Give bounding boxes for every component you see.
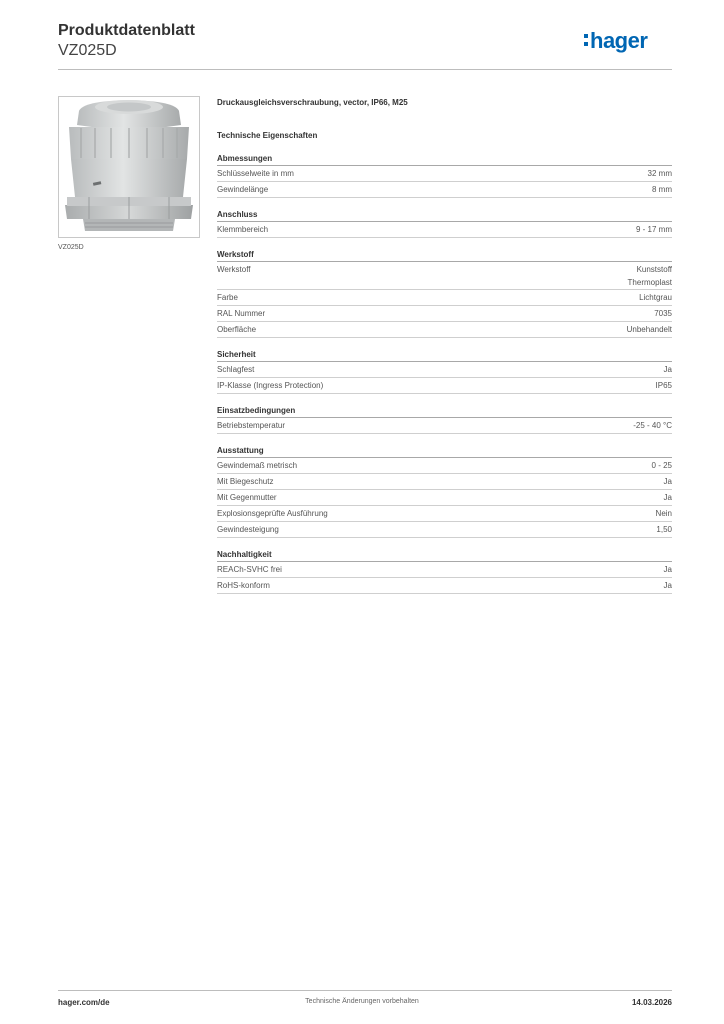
- spec-section: [217, 444, 672, 538]
- section-title: Nachhaltigkeit: [217, 548, 672, 562]
- hager-logo: [582, 24, 672, 58]
- spec-row: [217, 418, 672, 434]
- spec-row: [217, 522, 672, 538]
- spec-row: [217, 306, 672, 322]
- section-title: Einsatzbedingungen: [217, 404, 672, 418]
- section-title: Ausstattung: [217, 444, 672, 458]
- spec-value: 7035: [654, 309, 672, 318]
- spec-value: Nein: [655, 509, 672, 518]
- spec-value: 8 mm: [652, 185, 672, 194]
- spec-label: Klemmbereich: [217, 225, 269, 234]
- spec-value: -25 - 40 °C: [633, 421, 672, 430]
- footer-divider: [58, 990, 672, 991]
- spec-label: Oberfläche: [217, 325, 257, 334]
- spec-row: [217, 182, 672, 198]
- spec-value: Ja: [663, 365, 672, 374]
- spec-label: Gewindelänge: [217, 185, 269, 194]
- footer-notice: Technische Änderungen vorbehalten: [305, 998, 419, 1005]
- spec-section: [217, 248, 672, 338]
- spec-section: [217, 548, 672, 594]
- footer-website: hager.com/de: [58, 998, 110, 1007]
- page-header: [58, 20, 672, 70]
- product-image: [58, 96, 200, 238]
- spec-value: Unbehandelt: [626, 325, 672, 334]
- spec-label: Schlagfest: [217, 365, 255, 374]
- spec-row: [217, 362, 672, 378]
- spec-label: IP-Klasse (Ingress Protection): [217, 381, 324, 390]
- spec-value: Lichtgrau: [639, 293, 672, 302]
- spec-value: 9 - 17 mm: [635, 225, 672, 234]
- spec-value: IP65: [655, 381, 672, 390]
- spec-label: RAL Nummer: [217, 309, 266, 318]
- spec-sections: [217, 152, 672, 594]
- spec-value: Kunststoff Thermoplast: [627, 265, 672, 287]
- spec-section: [217, 348, 672, 394]
- document-title: Produktdatenblatt: [58, 22, 195, 39]
- specifications: [217, 96, 672, 594]
- cable-gland-illustration: [59, 97, 199, 237]
- spec-label: Gewindemaß metrisch: [217, 461, 298, 470]
- image-caption: VZ025D: [58, 244, 84, 251]
- spec-label: Gewindesteigung: [217, 525, 279, 534]
- spec-value: Ja: [663, 581, 672, 590]
- section-title: Anschluss: [217, 208, 672, 222]
- spec-row: [217, 262, 672, 290]
- spec-row: [217, 458, 672, 474]
- spec-label: Farbe: [217, 293, 238, 302]
- header-divider: [58, 69, 672, 70]
- section-title: Werkstoff: [217, 248, 672, 262]
- spec-section: [217, 404, 672, 434]
- spec-label: REACh-SVHC frei: [217, 565, 282, 574]
- spec-row: [217, 506, 672, 522]
- section-title: Abmessungen: [217, 152, 672, 166]
- logo-text: hager: [590, 28, 648, 53]
- spec-row: [217, 166, 672, 182]
- product-description: Druckausgleichsverschraubung, vector, IP66, M25: [217, 98, 408, 107]
- spec-row: [217, 578, 672, 594]
- spec-row: [217, 474, 672, 490]
- spec-value: 0 - 25: [651, 461, 672, 470]
- spec-label: Betriebstemperatur: [217, 421, 286, 430]
- spec-label: Explosionsgeprüfte Ausführung: [217, 509, 328, 518]
- spec-row: [217, 562, 672, 578]
- spec-row: [217, 290, 672, 306]
- spec-label: Werkstoff: [217, 265, 251, 274]
- spec-row: [217, 322, 672, 338]
- spec-value: Ja: [663, 565, 672, 574]
- section-title: Sicherheit: [217, 348, 672, 362]
- spec-row: [217, 222, 672, 238]
- spec-section: [217, 208, 672, 238]
- spec-label: Schlüsselweite in mm: [217, 169, 294, 178]
- spec-value: Ja: [663, 493, 672, 502]
- technical-properties-heading: Technische Eigenschaften: [217, 131, 318, 140]
- spec-row: [217, 378, 672, 394]
- document-subtitle: VZ025D: [58, 42, 117, 59]
- footer-date: 14.03.2026: [631, 998, 672, 1007]
- spec-label: Mit Gegenmutter: [217, 493, 277, 502]
- spec-value: Ja: [663, 477, 672, 486]
- spec-value: 1,50: [656, 525, 672, 534]
- spec-value: 32 mm: [647, 169, 672, 178]
- spec-label: Mit Biegeschutz: [217, 477, 274, 486]
- spec-row: [217, 490, 672, 506]
- spec-section: [217, 152, 672, 198]
- spec-label: RoHS-konform: [217, 581, 270, 590]
